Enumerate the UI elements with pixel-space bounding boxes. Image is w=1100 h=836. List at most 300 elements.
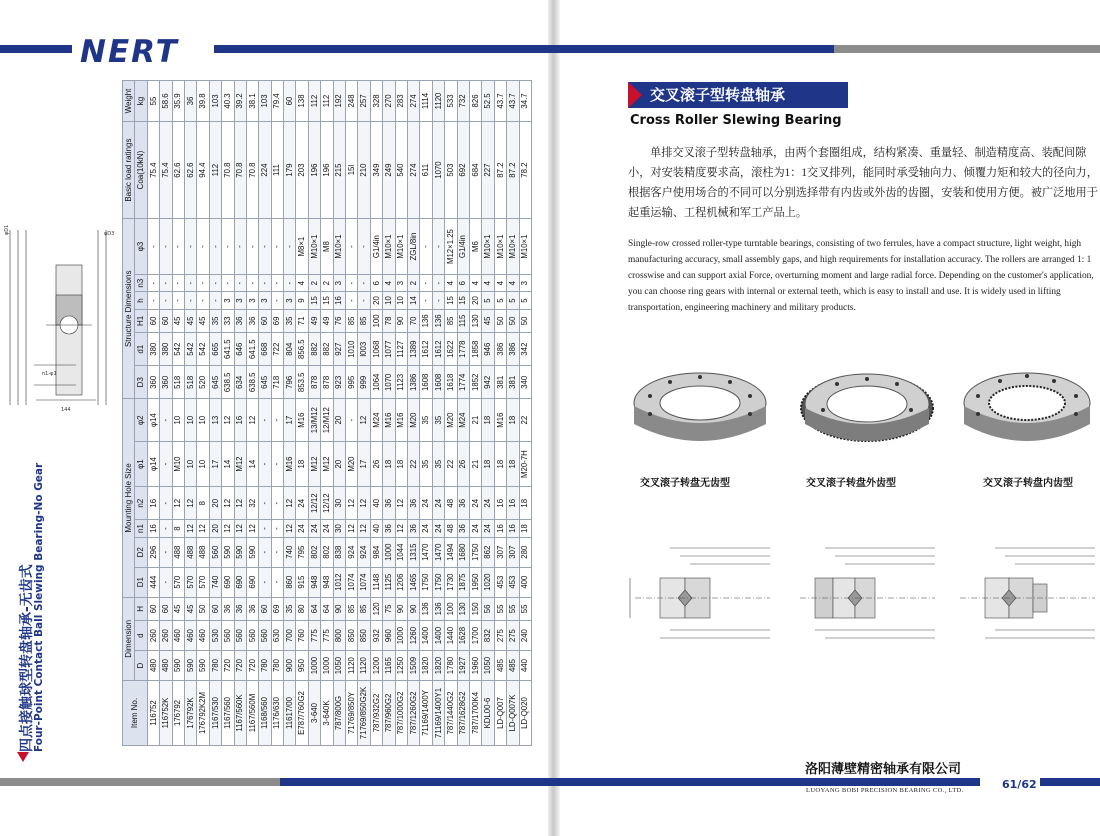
table-cell: 638.5 [246,366,258,399]
table-row [494,81,506,746]
table-cell: 48 [445,520,457,538]
table-cell: - [222,274,234,292]
top-band-left-navy [0,45,72,53]
section-title-en: Cross Roller Slewing Bearing [630,113,842,128]
table-cell: 15 [445,292,457,309]
table-cell: 611 [420,121,432,218]
table-cell: 1858 [469,333,481,366]
table-cell: 15 [321,292,333,309]
table-cell: - [259,567,271,597]
bearing-image-external-gear [797,366,937,461]
table-cell: 5 [482,292,494,309]
table-cell: 30 [333,487,345,520]
table-cell: 24 [308,520,320,538]
table-cell: 10 [197,442,209,487]
table-cell: M8×1 [296,219,308,275]
table-cell: 1730 [445,567,457,597]
table-cell: 520 [197,366,209,399]
table-cell: 80 [296,597,308,621]
table-cell: 85 [346,597,358,621]
th-mounting-hole: Mounting Hole Size [123,399,135,597]
table-cell: 853.5 [296,366,308,399]
table-cell: 453 [507,567,519,597]
table-cell: l003 [358,333,370,366]
table-cell: 36 [383,520,395,538]
column-header: d1 [135,333,147,366]
table-cell: M10 [172,442,184,487]
table-row [259,81,271,746]
table-cell: - [147,274,159,292]
table-cell: 590 [184,651,196,681]
table-cell: 21 [469,442,481,487]
table-cell: M12×1.25 [445,219,457,275]
table-cell: - [160,292,172,309]
column-header: kg [135,81,147,122]
table-cell: - [246,219,258,275]
table-row [271,81,283,746]
table-cell: 1389 [407,333,419,366]
table-cell: 79.4 [271,81,283,122]
table-cell: 75.4 [160,121,172,218]
table-cell: 12/12 [308,487,320,520]
table-cell: 12 [284,520,296,538]
table-cell: 22 [519,399,531,442]
table-cell: 12 [222,399,234,442]
table-cell: 924 [346,537,358,567]
table-cell: 24 [420,487,432,520]
table-body [147,81,531,746]
table-cell: M24 [457,399,469,442]
table-cell: 1622 [445,333,457,366]
table-cell: - [346,274,358,292]
column-header: D3 [135,366,147,399]
table-cell: 62.6 [172,121,184,218]
table-cell: 45 [197,309,209,333]
table-cell: 12 [346,487,358,520]
table-cell: 518 [184,366,196,399]
table-cell: 590 [172,651,184,681]
table-cell: M20-7H [519,442,531,487]
table-cell: 10 [383,292,395,309]
table-cell: 13 [209,399,221,442]
table-cell: 35 [420,442,432,487]
table-cell: 1612 [432,333,444,366]
table-cell: 1000 [383,537,395,567]
table-cell: 307 [507,537,519,567]
table-cell: - [172,274,184,292]
table-cell: M8 [321,219,333,275]
table-cell: 960 [383,621,395,651]
table-cell: 45 [482,309,494,333]
table-cell: 43.7 [494,81,506,122]
table-cell: 55 [519,597,531,621]
table-cell: 69 [271,309,283,333]
table-cell: 33 [222,309,234,333]
table-cell: 775 [308,621,320,651]
table-cell: 1000 [321,651,333,681]
drawing-label-d3: φD3 [104,231,115,237]
table-cell: M16 [284,442,296,487]
table-cell: 878 [321,366,333,399]
column-header: H1 [135,309,147,333]
table-cell: 380 [147,333,159,366]
bottom-band-gray [0,778,280,786]
bearing-image-no-gear [630,366,770,461]
item-no-cell: LD-Q007K [507,681,519,746]
table-cell: 570 [172,567,184,597]
section-drawing-external-gear [795,540,940,645]
table-cell: 14 [246,442,258,487]
page-spine [548,0,560,836]
table-cell: 36 [246,309,258,333]
table-cell: 1680 [457,537,469,567]
table-row [209,81,221,746]
table-cell: 485 [494,651,506,681]
table-cell: 22 [407,442,419,487]
table-cell: 283 [395,81,407,122]
table-cell: - [432,292,444,309]
item-no-cell: 176792K [184,681,196,746]
table-cell: 999 [358,366,370,399]
table-cell: 1774 [457,366,469,399]
table-cell: 590 [222,537,234,567]
table-cell: 850 [346,621,358,651]
table-cell: 3 [519,274,531,292]
item-no-cell: 1167/560M [246,681,258,746]
table-cell: 1148 [370,567,382,597]
table-cell: 20 [370,292,382,309]
table-cell: 1050 [482,651,494,681]
table-row [457,81,469,746]
table-cell: 1064 [370,366,382,399]
th-structure-dims: Structure Dimensions [123,219,135,399]
table-cell: - [284,219,296,275]
th-load-ratings: Basic load ratings [123,121,135,218]
table-cell: 1927 [457,651,469,681]
table-cell: 4 [482,274,494,292]
table-cell: 1127 [395,333,407,366]
table-cell: 14 [222,442,234,487]
table-cell: 3 [395,274,407,292]
table-cell: - [271,487,283,520]
table-cell: 342 [519,333,531,366]
table-cell: 64 [321,597,333,621]
table-cell: 1618 [445,366,457,399]
table-cell: 32 [246,487,258,520]
item-no-cell: 787/1260G2 [407,681,419,746]
table-cell: - [147,219,159,275]
table-cell: 645 [209,366,221,399]
footer-company-cn: 洛阳薄壁精密轴承有限公司 [805,762,962,777]
table-cell: - [420,219,432,275]
table-cell: - [234,219,246,275]
table-cell: 641.5 [222,333,234,366]
table-row [519,81,531,746]
item-no-cell: 71169/1400Y1 [432,681,444,746]
table-cell: 45 [172,309,184,333]
table-cell: 932 [370,621,382,651]
item-no-cell: 787/1440G2 [445,681,457,746]
table-cell: 4 [494,274,506,292]
table-cell: 1200 [370,651,382,681]
table-cell: 39.2 [234,81,246,122]
table-cell: 58.6 [160,81,172,122]
table-cell: 560 [259,621,271,651]
table-row [296,81,308,746]
table-cell: 36 [246,597,258,621]
table-cell: 780 [209,651,221,681]
table-cell: 460 [184,621,196,651]
table-cell: - [259,520,271,538]
table-cell: 802 [308,537,320,567]
table-cell: - [209,274,221,292]
table-cell: M20 [346,442,358,487]
table-cell: 10 [197,399,209,442]
table-cell: 50 [519,309,531,333]
table-cell: 4 [296,274,308,292]
table-cell: 35 [432,442,444,487]
table-row [160,81,172,746]
column-header: D2 [135,537,147,567]
table-cell: 4 [507,274,519,292]
table-row [246,81,258,746]
table-cell: 115 [457,309,469,333]
table-cell: 60 [259,597,271,621]
table-cell: 179 [284,121,296,218]
table-cell: 112 [321,81,333,122]
table-cell: 349 [370,121,382,218]
table-cell: 1400 [432,621,444,651]
table-cell: 196 [321,121,333,218]
table-cell: 45 [184,597,196,621]
table-cell: 1123 [395,366,407,399]
table-cell: 1165 [383,651,395,681]
table-cell: - [234,274,246,292]
table-cell: 56 [482,597,494,621]
table-cell: 136 [420,309,432,333]
table-cell: 444 [147,567,159,597]
table-cell: 1120 [358,651,370,681]
table-cell: 30 [333,520,345,538]
caption-no-gear: 交叉滚子转盘无齿型 [640,478,730,489]
table-cell: 12 [234,520,246,538]
footer-page-numbers: 61/62 [1002,778,1037,791]
table-cell: 60 [160,309,172,333]
table-cell: - [172,292,184,309]
item-no-cell: 1167/560K [234,681,246,746]
table-cell: 1250 [395,651,407,681]
table-cell: 15 [308,292,320,309]
table-cell: 1608 [432,366,444,399]
table-cell: 100 [370,309,382,333]
table-cell: 946 [482,333,494,366]
table-cell: 55 [507,597,519,621]
table-cell: 440 [519,651,531,681]
description-en: Single-row crossed roller-type turntable bearings, consisting of two ferrules, have a compact structure, light weight, high manufacturing accuracy, small assembly gaps, and high requirements for installation accuracy. The rollers are arranged 1: 1 crosswise and can support axial Force, overturning moment and large radial force. Depending on the customer's application, you can choose ring gears with internal or external teeth, which is easy to install and use. It is widely used in lifting transportation, engineering machinery and military products. [628,239,1094,313]
table-cell: 641.5 [246,333,258,366]
table-cell: - [346,292,358,309]
table-cell: 488 [172,537,184,567]
table-cell: 136 [420,597,432,621]
item-no-cell: 787/1700K4 [469,681,481,746]
table-cell: 1068 [370,333,382,366]
top-band-right-navy [214,45,834,53]
table-cell: 24 [432,520,444,538]
table-cell: 924 [358,537,370,567]
table-cell: 12 [197,520,209,538]
table-cell: - [284,274,296,292]
table-cell: - [172,219,184,275]
table-cell: 1820 [420,651,432,681]
table-cell: - [271,274,283,292]
table-cell: 90 [395,309,407,333]
table-cell: - [271,520,283,538]
table-cell: 26 [370,442,382,487]
item-no-cell: 1176/630 [271,681,283,746]
table-cell: 780 [259,651,271,681]
table-cell: - [358,219,370,275]
table-cell: 24 [482,520,494,538]
table-cell: 485 [507,651,519,681]
table-cell: 36 [184,81,196,122]
item-no-cell: 787/960G2 [383,681,395,746]
table-row [469,81,481,746]
table-cell: - [346,399,358,442]
table-cell: 12 [358,487,370,520]
table-cell: 16 [234,399,246,442]
table-cell: 634 [234,366,246,399]
table-cell: 16 [507,487,519,520]
table-cell: 78 [383,309,395,333]
table-cell: 75.4 [147,121,159,218]
table-cell: 12 [184,487,196,520]
table-cell: M12 [321,442,333,487]
table-cell: 1440 [445,621,457,651]
table-cell: 50 [507,309,519,333]
table-row [333,81,345,746]
table-cell: 60 [209,597,221,621]
table-row [420,81,432,746]
item-no-cell: LD-Q007 [494,681,506,746]
table-cell: 85 [358,597,370,621]
item-no-cell: E787/760G2 [296,681,308,746]
table-row [197,81,209,746]
table-cell: 1070 [432,121,444,218]
table-cell: - [197,274,209,292]
table-cell: 16 [507,520,519,538]
table-cell: 1780 [445,651,457,681]
table-cell: - [160,399,172,442]
column-header: φ1 [135,442,147,487]
column-header: D1 [135,567,147,597]
table-cell: 1400 [420,621,432,651]
table-cell: 85 [358,309,370,333]
table-cell: 948 [321,567,333,597]
table-cell: 1120 [432,81,444,122]
table-cell: 3 [259,292,271,309]
table-cell: 16 [494,520,506,538]
table-cell: 692 [457,121,469,218]
table-cell: 460 [197,621,209,651]
table-cell: 1700 [469,621,481,651]
table-cell: - [222,219,234,275]
table-cell: 690 [246,567,258,597]
table-cell: 60 [259,309,271,333]
table-cell: 307 [494,537,506,567]
table-cell: 360 [160,366,172,399]
column-header: H [135,597,147,621]
item-no-cell: 1167/560 [222,681,234,746]
table-cell: 1470 [420,537,432,567]
column-header: n3 [135,274,147,292]
table-cell: 76 [333,309,345,333]
table-cell: 1820 [432,651,444,681]
table-cell: 13/M12 [308,399,320,442]
table-cell: 280 [519,537,531,567]
table-cell: 381 [507,366,519,399]
column-header: d [135,621,147,651]
item-no-cell: 3-640 [308,681,320,746]
table-cell: 12/12 [321,487,333,520]
table-cell: 70.8 [234,121,246,218]
item-no-cell: 787/1000G2 [395,681,407,746]
table-cell: 740 [284,537,296,567]
column-header: φ2 [135,399,147,442]
table-cell: 36 [457,487,469,520]
table-cell: 796 [284,366,296,399]
table-cell: 21 [469,399,481,442]
section-drawing-no-gear [630,540,775,645]
table-cell: φ14 [147,442,159,487]
table-cell: 590 [197,651,209,681]
top-band-gray [834,45,1100,53]
table-cell: 1020 [482,567,494,597]
table-cell: 8 [172,520,184,538]
table-cell: 668 [259,333,271,366]
column-header: φ3 [135,219,147,275]
table-cell: 1010 [346,333,358,366]
table-cell: - [420,292,432,309]
table-cell: 130 [469,309,481,333]
table-cell: 2 [407,274,419,292]
table-cell: 64 [308,597,320,621]
table-cell: 480 [160,651,172,681]
table-cell: 1120 [346,651,358,681]
table-cell: 20 [209,487,221,520]
table-cell: G1/4in [457,219,469,275]
table-cell: - [271,537,283,567]
table-cell: 570 [184,567,196,597]
table-cell: 70.8 [246,121,258,218]
table-cell: 1386 [407,366,419,399]
table-cell: 36 [457,520,469,538]
table-cell: 838 [333,537,345,567]
table-cell: 460 [172,621,184,651]
table-cell: 732 [457,81,469,122]
table-cell: 1465 [407,567,419,597]
table-cell: 43.7 [507,81,519,122]
table-cell: M10×1 [395,219,407,275]
table-cell: 518 [172,366,184,399]
table-cell: 40 [370,520,382,538]
table-cell: 22 [445,442,457,487]
table-cell: 480 [147,651,159,681]
table-cell: 50 [494,309,506,333]
table-group-header-row [123,81,135,746]
table-row [172,81,184,746]
bottom-band-navy [280,778,980,786]
table-cell: 12 [284,487,296,520]
